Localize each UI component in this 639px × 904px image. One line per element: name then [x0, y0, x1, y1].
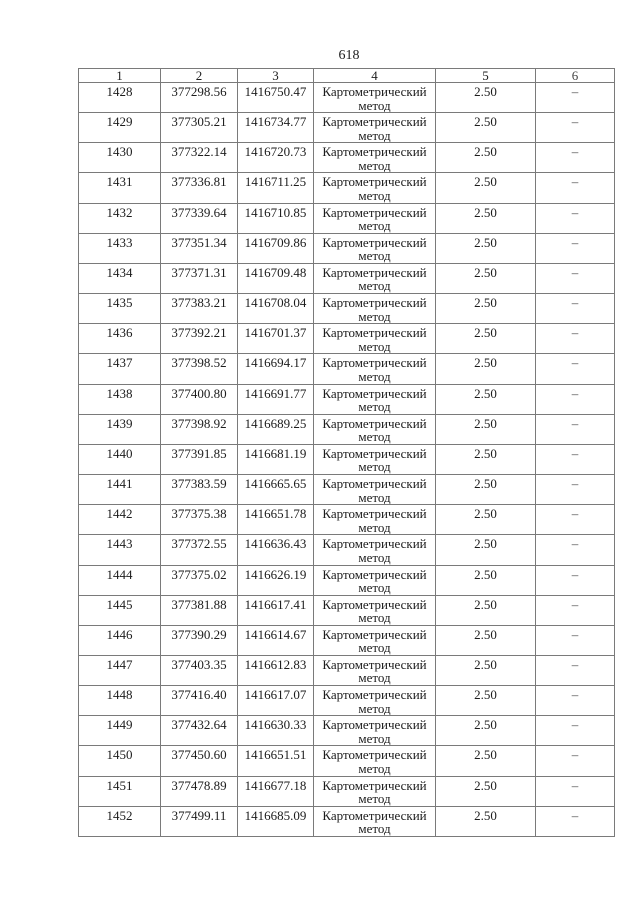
cell-accuracy: 2.50 — [436, 415, 536, 445]
cell-y-coordinate: 1416612.83 — [238, 656, 314, 686]
column-header: 4 — [314, 69, 436, 83]
cell-method: Картометрический метод — [314, 234, 436, 264]
cell-accuracy: 2.50 — [436, 807, 536, 837]
cell-x-coordinate: 377375.02 — [161, 566, 238, 596]
cell-method: Картометрический метод — [314, 173, 436, 203]
table-row — [79, 566, 615, 596]
cell-accuracy: 2.50 — [436, 596, 536, 626]
cell-method: Картометрический метод — [314, 354, 436, 384]
cell-method: Картометрический метод — [314, 656, 436, 686]
cell-method: Картометрический метод — [314, 686, 436, 716]
cell-point-number: 1432 — [79, 204, 161, 234]
table-row — [79, 234, 615, 264]
cell-method: Картометрический метод — [314, 83, 436, 113]
cell-point-number: 1437 — [79, 354, 161, 384]
cell-x-coordinate: 377392.21 — [161, 324, 238, 354]
cell-accuracy: 2.50 — [436, 113, 536, 143]
cell-point-number: 1439 — [79, 415, 161, 445]
cell-note: – — [536, 475, 615, 505]
cell-x-coordinate: 377398.52 — [161, 354, 238, 384]
cell-method: Картометрический метод — [314, 716, 436, 746]
cell-y-coordinate: 1416734.77 — [238, 113, 314, 143]
cell-x-coordinate: 377336.81 — [161, 173, 238, 203]
cell-accuracy: 2.50 — [436, 385, 536, 415]
cell-note: – — [536, 656, 615, 686]
page-number: 618 — [338, 48, 360, 63]
cell-y-coordinate: 1416709.48 — [238, 264, 314, 294]
cell-accuracy: 2.50 — [436, 566, 536, 596]
cell-x-coordinate: 377383.59 — [161, 475, 238, 505]
column-header: 1 — [79, 69, 161, 83]
cell-note: – — [536, 113, 615, 143]
table-row — [79, 143, 615, 173]
cell-method: Картометрический метод — [314, 294, 436, 324]
table-row — [79, 596, 615, 626]
cell-method: Картометрический метод — [314, 445, 436, 475]
cell-accuracy: 2.50 — [436, 234, 536, 264]
cell-x-coordinate: 377499.11 — [161, 807, 238, 837]
cell-x-coordinate: 377403.35 — [161, 656, 238, 686]
cell-point-number: 1428 — [79, 83, 161, 113]
cell-point-number: 1438 — [79, 385, 161, 415]
column-header: 5 — [436, 69, 536, 83]
cell-accuracy: 2.50 — [436, 173, 536, 203]
cell-x-coordinate: 377432.64 — [161, 716, 238, 746]
cell-method: Картометрический метод — [314, 566, 436, 596]
table-row — [79, 415, 615, 445]
cell-note: – — [536, 807, 615, 837]
cell-point-number: 1434 — [79, 264, 161, 294]
cell-point-number: 1429 — [79, 113, 161, 143]
cell-method: Картометрический метод — [314, 626, 436, 656]
cell-note: – — [536, 746, 615, 776]
table-row — [79, 475, 615, 505]
table-row — [79, 746, 615, 776]
cell-y-coordinate: 1416689.25 — [238, 415, 314, 445]
cell-y-coordinate: 1416636.43 — [238, 535, 314, 565]
table-row — [79, 264, 615, 294]
cell-accuracy: 2.50 — [436, 777, 536, 807]
cell-y-coordinate: 1416630.33 — [238, 716, 314, 746]
cell-method: Картометрический метод — [314, 204, 436, 234]
cell-y-coordinate: 1416701.37 — [238, 324, 314, 354]
cell-y-coordinate: 1416626.19 — [238, 566, 314, 596]
cell-method: Картометрический метод — [314, 596, 436, 626]
cell-accuracy: 2.50 — [436, 204, 536, 234]
table-row — [79, 354, 615, 384]
cell-point-number: 1441 — [79, 475, 161, 505]
cell-point-number: 1446 — [79, 626, 161, 656]
cell-point-number: 1440 — [79, 445, 161, 475]
table-row — [79, 807, 615, 837]
cell-y-coordinate: 1416691.77 — [238, 385, 314, 415]
cell-note: – — [536, 415, 615, 445]
table-row — [79, 626, 615, 656]
table-row — [79, 656, 615, 686]
cell-x-coordinate: 377371.31 — [161, 264, 238, 294]
table-header-row — [79, 69, 615, 83]
cell-accuracy: 2.50 — [436, 264, 536, 294]
cell-y-coordinate: 1416677.18 — [238, 777, 314, 807]
cell-y-coordinate: 1416711.25 — [238, 173, 314, 203]
cell-note: – — [536, 535, 615, 565]
cell-method: Картометрический метод — [314, 143, 436, 173]
table-row — [79, 535, 615, 565]
cell-x-coordinate: 377339.64 — [161, 204, 238, 234]
cell-note: – — [536, 204, 615, 234]
cell-x-coordinate: 377375.38 — [161, 505, 238, 535]
table-row — [79, 324, 615, 354]
cell-method: Картометрический метод — [314, 807, 436, 837]
cell-accuracy: 2.50 — [436, 746, 536, 776]
table-row — [79, 173, 615, 203]
cell-accuracy: 2.50 — [436, 505, 536, 535]
cell-x-coordinate: 377390.29 — [161, 626, 238, 656]
cell-y-coordinate: 1416651.78 — [238, 505, 314, 535]
cell-point-number: 1443 — [79, 535, 161, 565]
cell-method: Картометрический метод — [314, 324, 436, 354]
cell-x-coordinate: 377381.88 — [161, 596, 238, 626]
cell-note: – — [536, 83, 615, 113]
cell-accuracy: 2.50 — [436, 143, 536, 173]
column-header: 6 — [536, 69, 615, 83]
cell-method: Картометрический метод — [314, 475, 436, 505]
cell-y-coordinate: 1416750.47 — [238, 83, 314, 113]
table-row — [79, 505, 615, 535]
cell-point-number: 1436 — [79, 324, 161, 354]
cell-point-number: 1449 — [79, 716, 161, 746]
cell-y-coordinate: 1416708.04 — [238, 294, 314, 324]
table-row — [79, 385, 615, 415]
cell-accuracy: 2.50 — [436, 475, 536, 505]
table-row — [79, 716, 615, 746]
cell-method: Картометрический метод — [314, 385, 436, 415]
cell-note: – — [536, 716, 615, 746]
cell-x-coordinate: 377478.89 — [161, 777, 238, 807]
cell-y-coordinate: 1416681.19 — [238, 445, 314, 475]
cell-note: – — [536, 686, 615, 716]
table-body — [79, 83, 615, 837]
cell-note: – — [536, 596, 615, 626]
cell-y-coordinate: 1416709.86 — [238, 234, 314, 264]
cell-note: – — [536, 234, 615, 264]
cell-point-number: 1447 — [79, 656, 161, 686]
cell-x-coordinate: 377298.56 — [161, 83, 238, 113]
cell-method: Картометрический метод — [314, 415, 436, 445]
cell-y-coordinate: 1416685.09 — [238, 807, 314, 837]
cell-x-coordinate: 377322.14 — [161, 143, 238, 173]
cell-x-coordinate: 377391.85 — [161, 445, 238, 475]
table-row — [79, 686, 615, 716]
cell-point-number: 1431 — [79, 173, 161, 203]
cell-method: Картометрический метод — [314, 777, 436, 807]
cell-accuracy: 2.50 — [436, 686, 536, 716]
cell-note: – — [536, 354, 615, 384]
cell-accuracy: 2.50 — [436, 716, 536, 746]
cell-note: – — [536, 566, 615, 596]
cell-note: – — [536, 173, 615, 203]
cell-note: – — [536, 445, 615, 475]
cell-note: – — [536, 777, 615, 807]
table-row — [79, 445, 615, 475]
cell-x-coordinate: 377305.21 — [161, 113, 238, 143]
cell-point-number: 1451 — [79, 777, 161, 807]
table-row — [79, 777, 615, 807]
cell-point-number: 1452 — [79, 807, 161, 837]
cell-note: – — [536, 143, 615, 173]
cell-note: – — [536, 324, 615, 354]
cell-method: Картометрический метод — [314, 264, 436, 294]
table-row — [79, 83, 615, 113]
cell-method: Картометрический метод — [314, 505, 436, 535]
table-row — [79, 113, 615, 143]
cell-note: – — [536, 264, 615, 294]
cell-x-coordinate: 377400.80 — [161, 385, 238, 415]
column-header: 3 — [238, 69, 314, 83]
cell-point-number: 1442 — [79, 505, 161, 535]
cell-point-number: 1433 — [79, 234, 161, 264]
cell-accuracy: 2.50 — [436, 626, 536, 656]
cell-y-coordinate: 1416694.17 — [238, 354, 314, 384]
column-header: 2 — [161, 69, 238, 83]
cell-method: Картометрический метод — [314, 113, 436, 143]
cell-point-number: 1448 — [79, 686, 161, 716]
cell-y-coordinate: 1416617.41 — [238, 596, 314, 626]
cell-y-coordinate: 1416614.67 — [238, 626, 314, 656]
cell-point-number: 1450 — [79, 746, 161, 776]
cell-note: – — [536, 385, 615, 415]
cell-y-coordinate: 1416651.51 — [238, 746, 314, 776]
cell-point-number: 1435 — [79, 294, 161, 324]
cell-x-coordinate: 377398.92 — [161, 415, 238, 445]
cell-accuracy: 2.50 — [436, 445, 536, 475]
cell-note: – — [536, 294, 615, 324]
cell-x-coordinate: 377383.21 — [161, 294, 238, 324]
cell-accuracy: 2.50 — [436, 294, 536, 324]
cell-y-coordinate: 1416665.65 — [238, 475, 314, 505]
cell-accuracy: 2.50 — [436, 354, 536, 384]
coordinates-table — [78, 68, 615, 837]
cell-method: Картометрический метод — [314, 535, 436, 565]
table-row — [79, 294, 615, 324]
cell-accuracy: 2.50 — [436, 535, 536, 565]
cell-x-coordinate: 377351.34 — [161, 234, 238, 264]
cell-point-number: 1444 — [79, 566, 161, 596]
cell-note: – — [536, 505, 615, 535]
cell-accuracy: 2.50 — [436, 656, 536, 686]
cell-y-coordinate: 1416617.07 — [238, 686, 314, 716]
table-row — [79, 204, 615, 234]
cell-x-coordinate: 377416.40 — [161, 686, 238, 716]
cell-x-coordinate: 377372.55 — [161, 535, 238, 565]
cell-y-coordinate: 1416720.73 — [238, 143, 314, 173]
cell-y-coordinate: 1416710.85 — [238, 204, 314, 234]
cell-method: Картометрический метод — [314, 746, 436, 776]
cell-point-number: 1445 — [79, 596, 161, 626]
cell-accuracy: 2.50 — [436, 324, 536, 354]
cell-accuracy: 2.50 — [436, 83, 536, 113]
cell-x-coordinate: 377450.60 — [161, 746, 238, 776]
cell-point-number: 1430 — [79, 143, 161, 173]
cell-note: – — [536, 626, 615, 656]
